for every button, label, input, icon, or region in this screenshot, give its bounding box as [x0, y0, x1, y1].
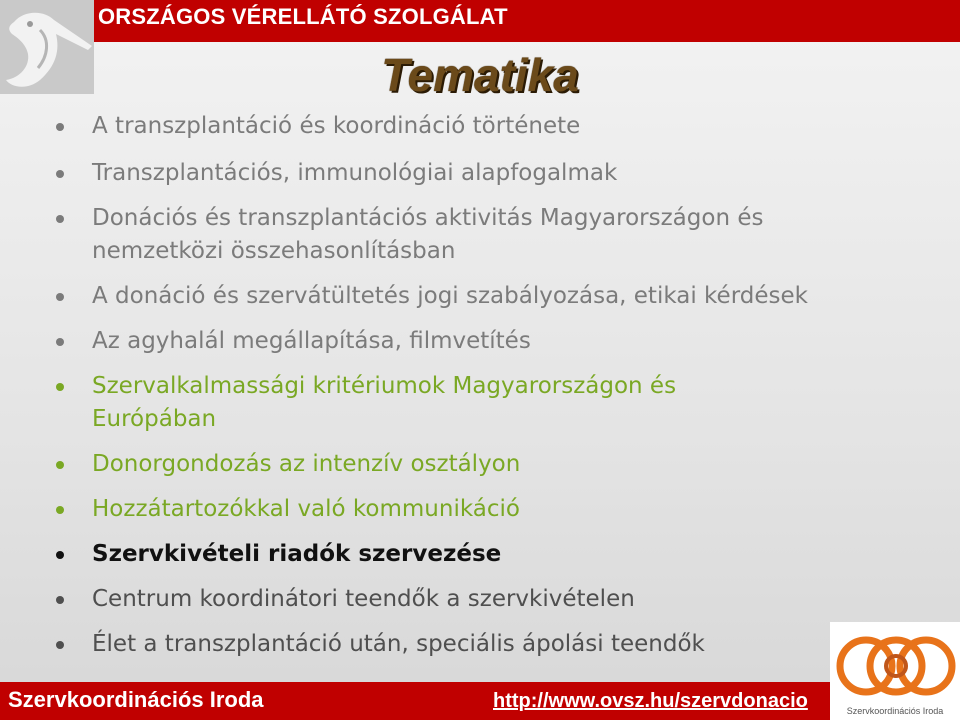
topic-text: Centrum koordinátori teendők a szervkivételen	[92, 586, 635, 612]
bullet-icon	[56, 215, 64, 223]
topic-item	[56, 280, 926, 313]
bullet-icon	[56, 461, 64, 469]
bullet-icon	[56, 338, 64, 346]
topic-text: Transzplantációs, immunológiai alapfogalmak	[92, 160, 618, 186]
topic-item	[56, 493, 926, 526]
topic-text: Szervkivételi riadók szervezése	[92, 541, 502, 567]
topic-text: Szervalkalmassági kritériumok Magyarországon és	[92, 373, 677, 399]
topic-item	[56, 110, 926, 143]
bullet-icon	[56, 641, 64, 649]
topic-item	[56, 448, 926, 481]
topic-item	[56, 538, 926, 571]
footer-logo-caption: Szervkoordinációs Iroda	[846, 706, 944, 716]
bullet-icon	[56, 596, 64, 604]
topic-text: Élet a transzplantáció után, speciális ápolási teendők	[92, 631, 705, 657]
topic-item	[56, 202, 926, 268]
topic-text: Hozzátartozókkal való kommunikáció	[92, 496, 520, 522]
topic-text: nemzetközi összehasonlításban	[92, 238, 456, 264]
bullet-icon	[56, 551, 64, 559]
bullet-icon	[56, 383, 64, 391]
bullet-icon	[56, 123, 64, 131]
topic-text: Donorgondozás az intenzív osztályon	[92, 451, 521, 477]
topic-item	[56, 628, 926, 661]
topic-item	[56, 325, 926, 358]
bullet-icon	[56, 170, 64, 178]
topic-text: A donáció és szervátültetés jogi szabályozása, etikai kérdések	[92, 283, 808, 309]
topic-text: Európában	[92, 406, 217, 432]
organization-name: ORSZÁGOS VÉRELLÁTÓ SZOLGÁLAT	[98, 4, 508, 29]
footer-url-link[interactable]: http://www.ovsz.hu/szervdonacio	[493, 690, 808, 712]
slide-title: Tematika	[381, 49, 579, 101]
bullet-icon	[56, 293, 64, 301]
topic-text: Az agyhalál megállapítása, filmvetítés	[92, 328, 531, 354]
topic-list	[56, 110, 926, 661]
bullet-icon	[56, 506, 64, 514]
topic-item	[56, 370, 926, 436]
interlocked-rings-logo-icon	[830, 622, 960, 720]
topic-text: A transzplantáció és koordináció története	[92, 113, 581, 139]
topic-item	[56, 583, 926, 616]
topic-item	[56, 157, 926, 190]
footer-office-name: Szervkoordinációs Iroda	[8, 687, 264, 712]
topic-text: Donációs és transzplantációs aktivitás Magyarországon és	[92, 205, 764, 231]
